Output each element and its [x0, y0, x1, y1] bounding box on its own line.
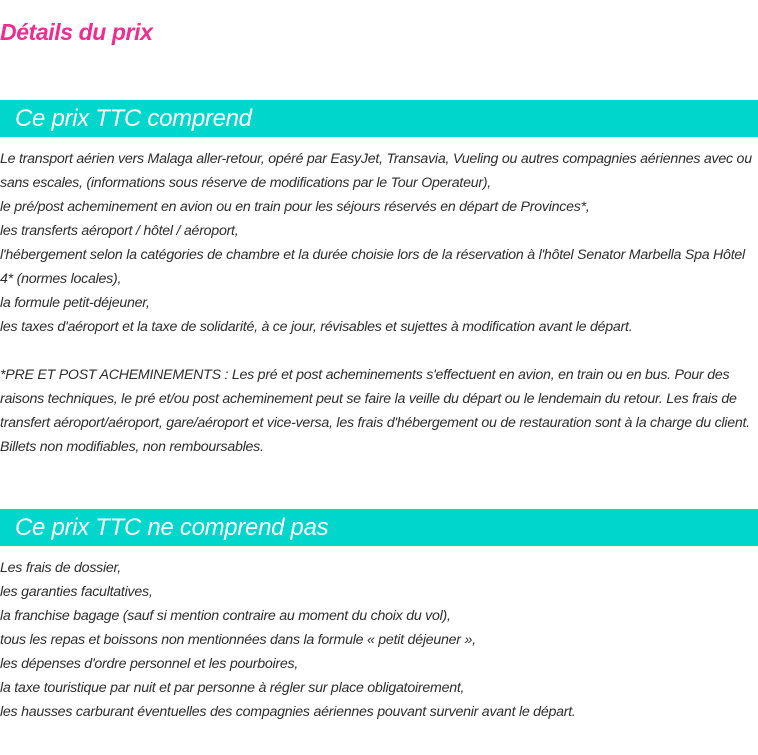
includes-item: la formule petit-déjeuner,	[0, 295, 150, 311]
includes-item: le pré/post acheminement en avion ou en train pour les séjours réservés en départ de Provinces*,	[0, 199, 590, 215]
excludes-section-header	[0, 509, 758, 546]
includes-item: Le transport aérien vers Malaga aller-retour, opéré par EasyJet, Transavia, Vueling ou autres compagnies aériennes avec ou sans escales, (informations sous réserve de modifications par le Tour Operateur),	[0, 151, 752, 191]
excludes-item: les dépenses d'ordre personnel et les pourboires,	[0, 656, 299, 672]
excludes-item: les hausses carburant éventuelles des compagnies aériennes pouvant survenir avant le départ.	[0, 704, 576, 720]
excludes-heading: Ce prix TTC ne comprend pas	[15, 514, 329, 541]
includes-section-header	[0, 100, 758, 137]
excludes-list	[0, 556, 758, 724]
includes-item: les taxes d'aéroport et la taxe de solidarité, à ce jour, révisables et sujettes à modification avant le départ.	[0, 319, 633, 335]
includes-heading: Ce prix TTC comprend	[15, 105, 252, 132]
includes-list	[0, 147, 758, 339]
excludes-item: la franchise bagage (sauf si mention contraire au moment du choix du vol),	[0, 608, 451, 624]
excludes-item: tous les repas et boissons non mentionnées dans la formule « petit déjeuner »,	[0, 632, 476, 648]
excludes-item: les garanties facultatives,	[0, 584, 153, 600]
excludes-item: Les frais de dossier,	[0, 560, 121, 576]
pre-post-transfer-note: *PRE ET POST ACHEMINEMENTS : Les pré et post acheminements s'effectuent en avion, en train ou en bus. Pour des raisons techniques, le pré et/ou post acheminement peut se faire la veille du départ ou le lendemain du retour. Les frais de transfert aéroport/aéroport, gare/aéroport et vice-versa, les frais d'hébergement ou de restauration sont à la charge du client. Billets non modifiables, non remboursables.	[0, 367, 750, 455]
page-title: Détails du prix	[0, 19, 153, 45]
includes-item: l'hébergement selon la catégories de chambre et la durée choisie lors de la réservation à l'hôtel Senator Marbella Spa Hôtel 4* (normes locales),	[0, 247, 745, 287]
includes-item: les transferts aéroport / hôtel / aéroport,	[0, 223, 239, 239]
excludes-item: la taxe touristique par nuit et par personne à régler sur place obligatoirement,	[0, 680, 465, 696]
